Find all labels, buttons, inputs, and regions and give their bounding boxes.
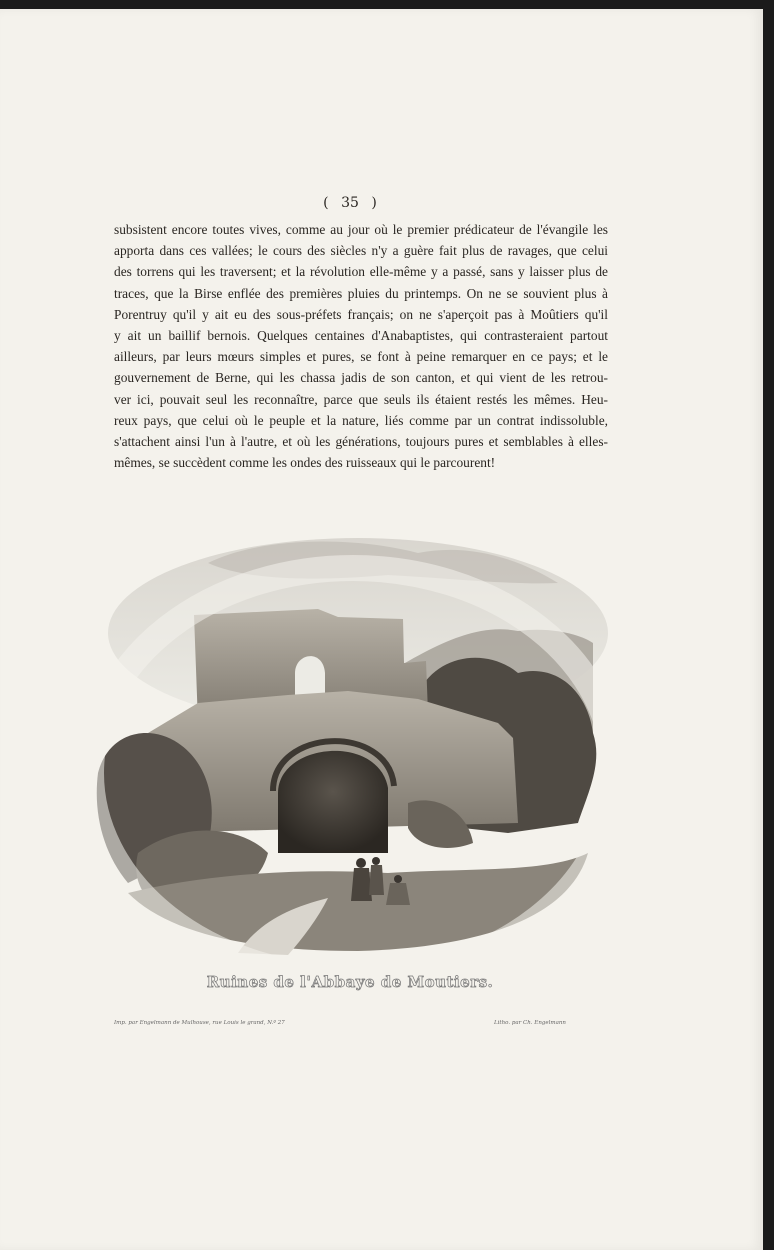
gate-arch [278,751,388,853]
text-line: s'attachent ainsi l'un à l'autre, et où les générations, toujours pures et semblables à elles- [114,433,608,449]
book-page [0,9,763,1250]
text-line: reux pays, que celui où le peuple et la nature, liés comme par un contrat indissoluble, [114,412,608,428]
text-line: y ait un baillif bernois. Quelques centaines d'Anabaptistes, qui contrasteraient partout [114,327,608,343]
text-line: ailleurs, par leurs mœurs simples et pures, se font à peine remarquer en ce pays; et le [114,349,608,365]
text-line: mêmes, se succèdent comme les ondes des ruisseaux qui le parcourent! [114,455,496,471]
lithograph-illustration [88,523,608,959]
tower-window [295,656,325,698]
page-number: ( 35 ) [323,195,377,211]
text-line: des torrens qui les traversent; et la révolution elle-même y a passé, sans y laisser plus de [114,264,608,280]
text-line: traces, que la Birse enflée des premières pluies du printemps. On ne se souvient plus à [114,285,608,301]
text-line: ver ici, pouvait seul les reconnaître, parce que seuls ils étaient restés les mêmes. Heu- [114,391,608,407]
text-line: Porentruy qu'il y ait eu des sous-préfets français; on ne s'aperçoit pas à Moûtiers qu'il [114,306,608,322]
text-line: subsistent encore toutes vives, comme au jour où le premier prédicateur de l'évangile les [114,222,608,237]
lithographer-imprint: Litho. par Ch. Engelmann [494,1020,566,1026]
plate-caption: Ruines de l'Abbaye de Moutiers. [206,973,494,991]
body-text [114,219,608,473]
text-line: gouvernement de Berne, qui les chassa jadis de son canton, et qui vient de les retrou- [114,370,608,386]
text-line: apporta dans ces vallées; le cours des siècles n'y a guère fait plus de ravages, que celui [114,243,608,259]
printer-imprint: Imp. par Engelmann de Mulhouse, rue Louis le grand, N.º 27 [114,1020,285,1026]
